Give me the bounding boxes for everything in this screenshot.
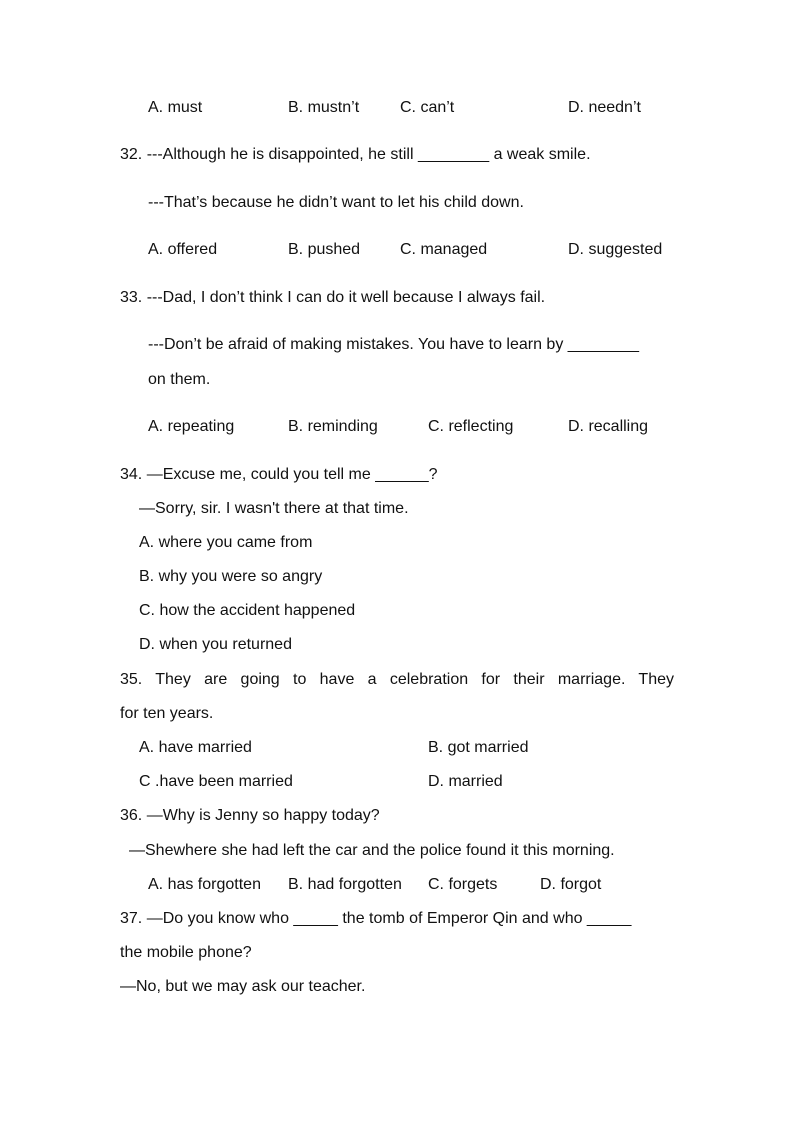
q34-option-c: C. how the accident happened xyxy=(139,602,356,619)
q34-option-a: A. where you came from xyxy=(139,534,313,551)
q33-option-c: C. reflecting xyxy=(428,418,514,435)
q37-stem-line2: the mobile phone? xyxy=(120,944,252,961)
q33-option-a: A. repeating xyxy=(148,418,235,435)
q31-option-d: D. needn’t xyxy=(568,99,641,116)
q32-option-c: C. managed xyxy=(400,241,488,258)
q33-reply-line2: on them. xyxy=(148,371,211,388)
q36-option-d: D. forgot xyxy=(540,876,602,893)
q37-stem-line1: 37. —Do you know who _____ the tomb of Emperor Qin and who _____ xyxy=(120,910,632,927)
q36-option-b: B. had forgotten xyxy=(288,876,402,893)
q35-option-b: B. got married xyxy=(428,739,529,756)
q35-option-c: C .have been married xyxy=(139,773,293,790)
q33-stem: 33. ---Dad, I don’t think I can do it well because I always fail. xyxy=(120,289,546,306)
q35-stem-line2: for ten years. xyxy=(120,705,214,722)
q35-option-a: A. have married xyxy=(139,739,252,756)
q36-option-a: A. has forgotten xyxy=(148,876,261,893)
q33-option-d: D. recalling xyxy=(568,418,649,435)
q32-option-a: A. offered xyxy=(148,241,218,258)
q34-stem: 34. —Excuse me, could you tell me ______? xyxy=(120,466,438,483)
q35-option-d: D. married xyxy=(428,773,503,790)
q35-stem-line1: 35. They are going to have a celebration for their marriage. They xyxy=(120,671,674,688)
q32-option-d: D. suggested xyxy=(568,241,663,258)
q34-option-d: D. when you returned xyxy=(139,636,292,653)
q34-option-b: B. why you were so angry xyxy=(139,568,323,585)
q31-option-c: C. can’t xyxy=(400,99,455,116)
q36-reply: —Shewhere she had left the car and the police found it this morning. xyxy=(129,842,615,859)
q33-reply-line1: ---Don’t be afraid of making mistakes. You have to learn by ________ xyxy=(148,336,639,353)
q32-stem: 32. ---Although he is disappointed, he still ________ a weak smile. xyxy=(120,146,591,163)
q36-option-c: C. forgets xyxy=(428,876,498,893)
q31-option-b: B. mustn’t xyxy=(288,99,360,116)
q32-option-b: B. pushed xyxy=(288,241,361,258)
q34-reply: —Sorry, sir. I wasn't there at that time. xyxy=(139,500,409,517)
q33-option-b: B. reminding xyxy=(288,418,378,435)
q32-reply: ---That’s because he didn’t want to let his child down. xyxy=(148,194,524,211)
q36-stem: 36. —Why is Jenny so happy today? xyxy=(120,807,380,824)
q37-reply: —No, but we may ask our teacher. xyxy=(120,978,366,995)
q31-option-a: A. must xyxy=(148,99,203,116)
